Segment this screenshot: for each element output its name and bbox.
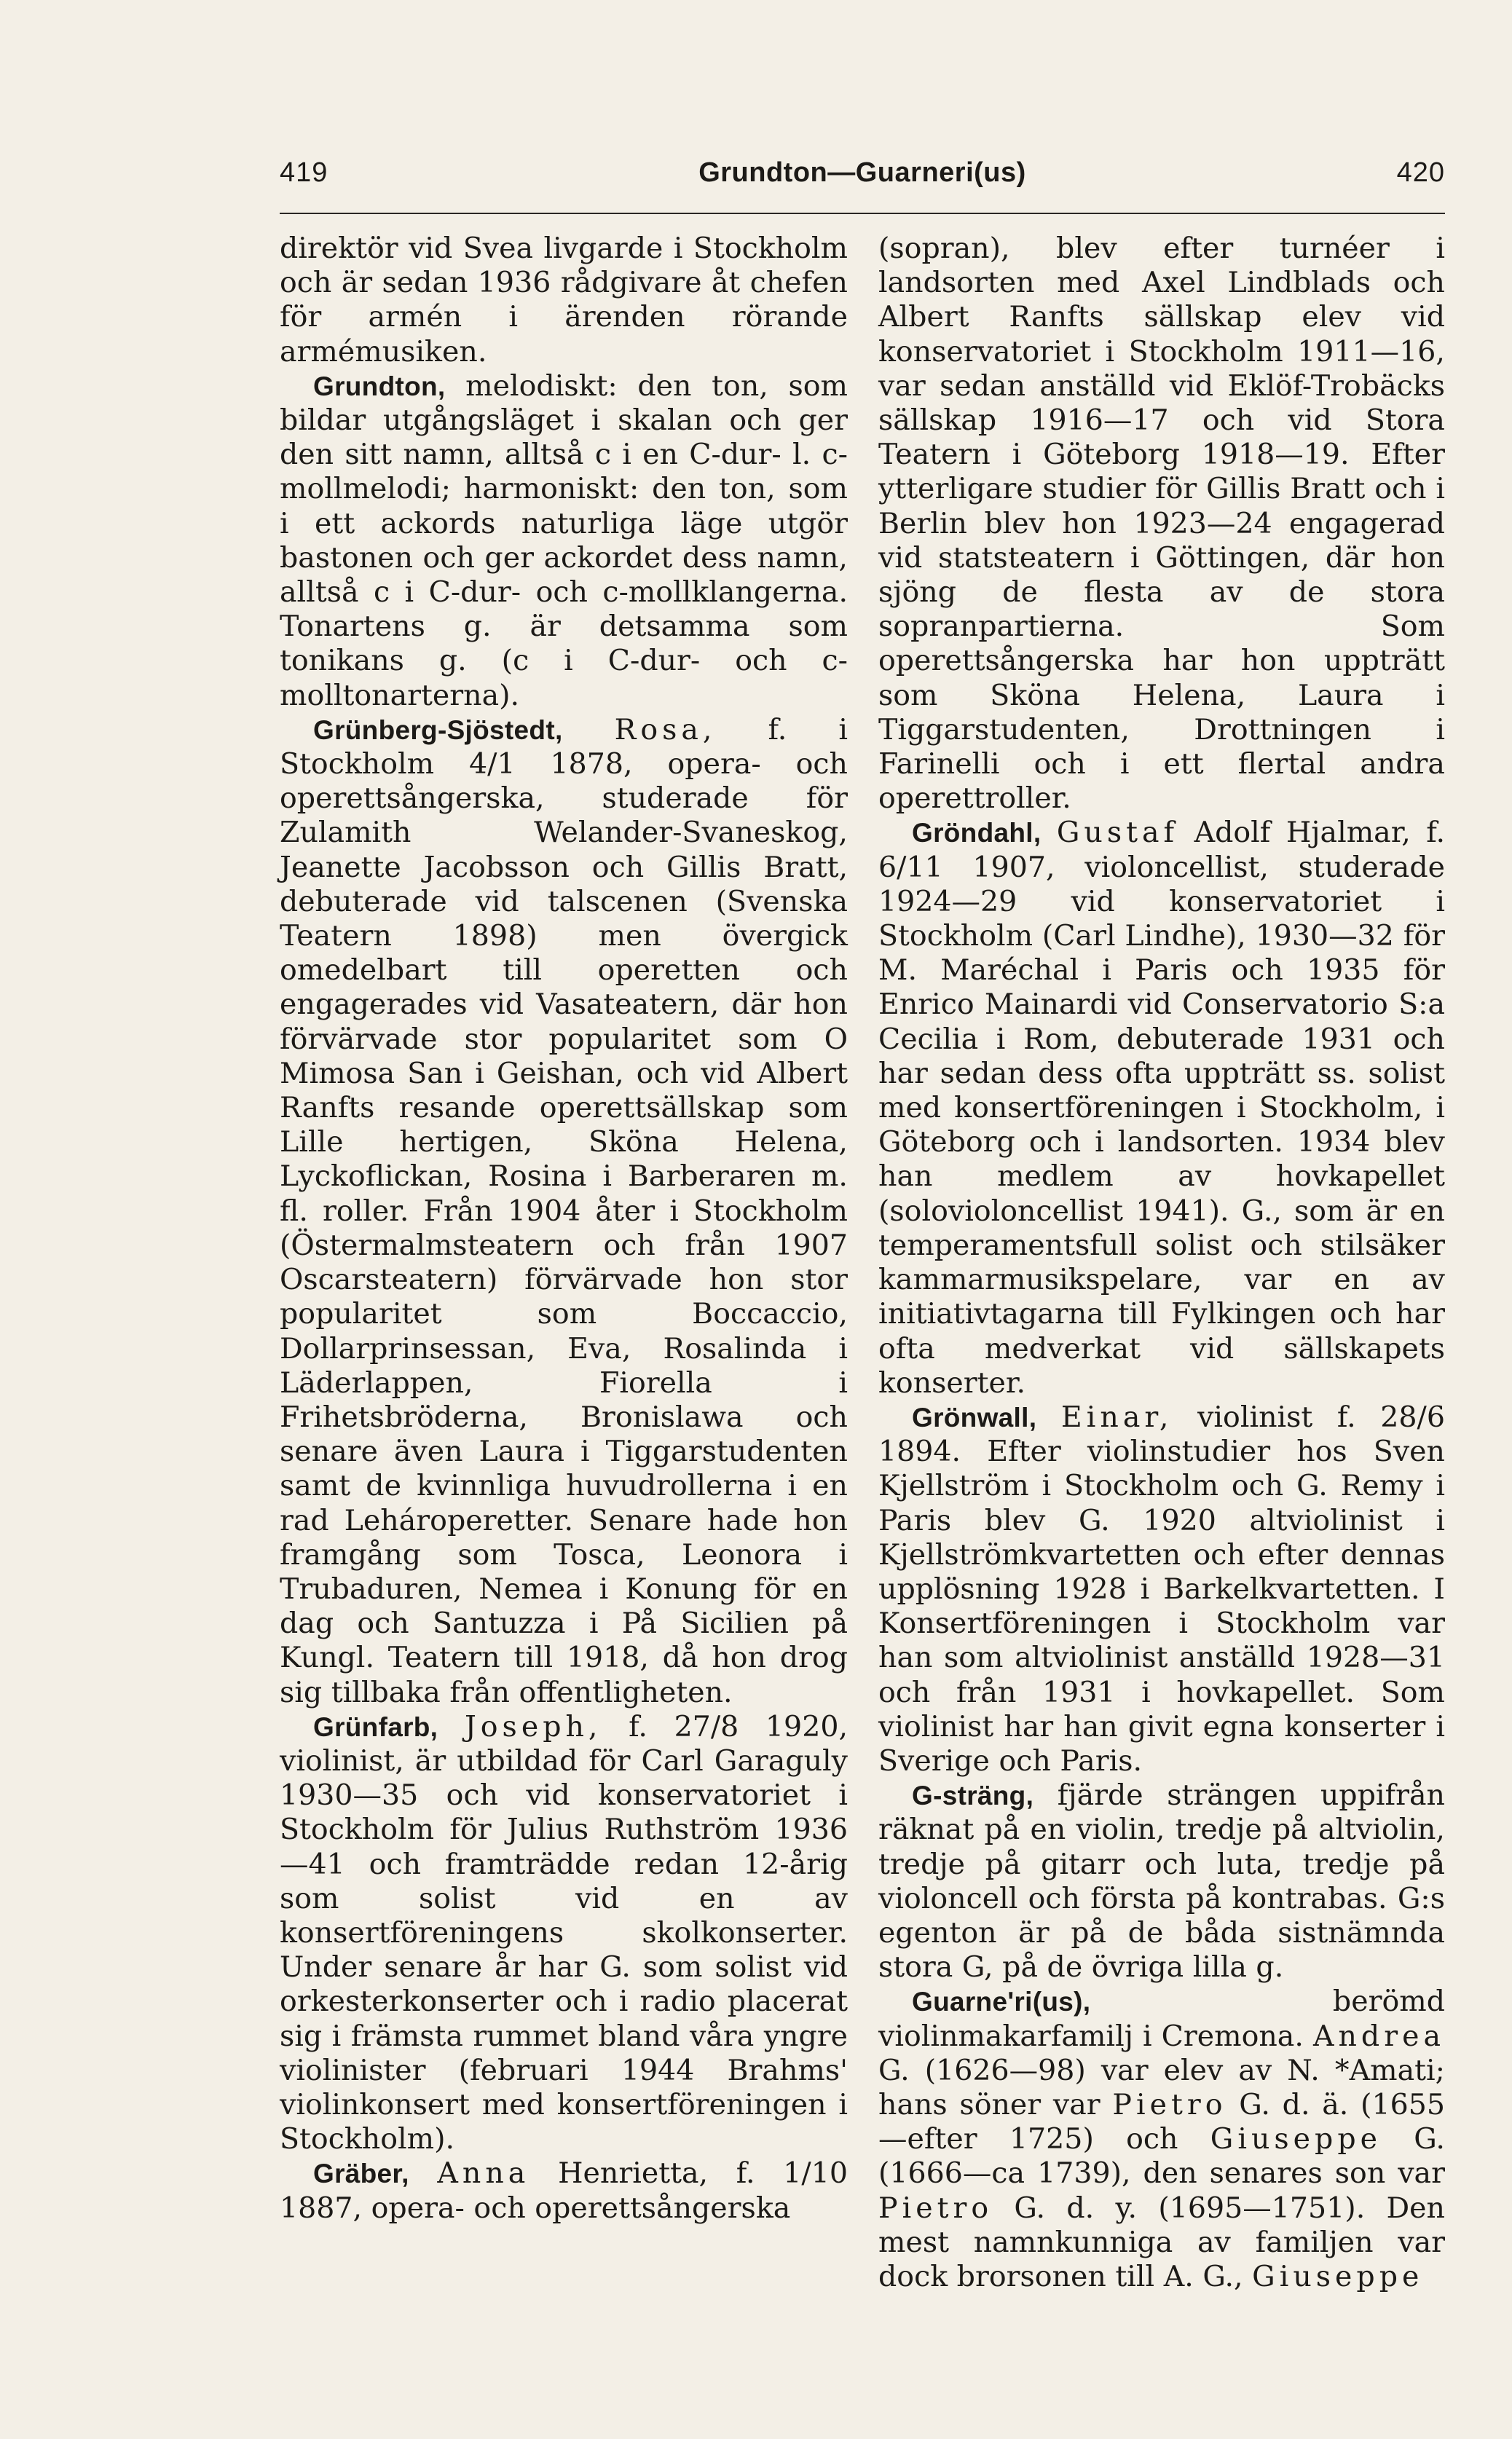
entry-text: berömd violinmakarfamilj i Cremona. xyxy=(878,1985,1445,2053)
entry-person-name: Giuseppe xyxy=(1210,2122,1382,2156)
entry-text: G. (1666—ca 1739), den senares son var xyxy=(878,2122,1445,2191)
page-header xyxy=(280,157,1445,208)
header-rule xyxy=(280,213,1445,214)
entry-text: violinist f. 28/6 1894. Efter violinstudier hos Sven Kjellström i Stockholm och G. Remy i Paris blev G. 1920 altviolinist i Kjellströmkvartetten och efter dennas upplösning 1928 i Barkelkvartetten. I Konsertföreningen i Stockholm var han som altviolinist anställd 1928—31 och från 1931 i hovkapellet. Som violinist har han givit egna konserter i Sverige och Paris. xyxy=(878,1400,1445,1778)
entry-headword: Grundton, xyxy=(313,371,446,401)
entry-headword: Grünfarb, xyxy=(313,1711,438,1742)
entry-headword: G-sträng, xyxy=(912,1781,1034,1811)
right-column xyxy=(878,232,1445,2294)
entry-text: f. i Stockholm 4/1 1878, opera- och operettsångerska, studerade för Zulamith Welander-Svaneskog, Jeanette Jacobsson och Gillis Bratt, debuterade vid talscenen (Svenska Teatern 1898) men övergick omedelbart till operetten och engagerades vid Vasateatern, där hon förvärvade stor popularitet som O Mimosa San i Geishan, och vid Albert Ranfts resande operettsällskap som Lille hertigen, Sköna Helena, Lyckoflickan, Rosina i Barberaren m. fl. roller. Från 1904 åter i Stockholm (Östermalmsteatern och från 1907 Oscarsteatern) förvärvade hon stor popularitet som Boccaccio, Dollarprinsessan, Eva, Rosalinda i Läderlappen, Fiorella i Frihetsbröderna, Bronislawa och senare även Laura i Tiggarstudenten samt de kvinnliga huvudrollerna i en rad Lehároperetter. Senare hade hon framgång som Tosca, Leonora i Trubaduren, Nemea i Konung för en dag och Santuzza i På Sicilien på Kungl. Teatern till 1918, då hon drog sig tillbaka från offentligheten. xyxy=(280,712,848,1709)
entry-headword: Gräber, xyxy=(313,2159,409,2189)
entry-headword: Grünberg-Sjöstedt, xyxy=(313,714,563,745)
entry-grondahl xyxy=(878,816,1445,1400)
entry-graber xyxy=(280,2156,848,2225)
entry-text: G. (1626—98) var elev av N. *Amati; hans söner var xyxy=(878,2053,1445,2121)
entry-person-name: Andrea xyxy=(1312,2019,1445,2053)
entry-grunberg-sjostedt xyxy=(280,713,848,1710)
entry-given-name: Einar, xyxy=(1060,1400,1173,1434)
entry-continuation xyxy=(878,232,1445,816)
entry-headword: Guarne'ri(us), xyxy=(912,1987,1091,2017)
entry-text: direktör vid Svea livgarde i Stockholm och är sedan 1936 rådgivare åt chefen för armén i ärenden rörande armémusiken. xyxy=(280,232,848,369)
entry-given-name: Gustaf xyxy=(1056,816,1179,850)
entry-guarneri xyxy=(878,1985,1445,2294)
entry-text: f. 27/8 1920, violinist, är utbildad för Carl Garaguly 1930—35 och vid konservatoriet i Stockholm för Julius Ruthström 1936—41 och framträdde redan 12-årig som solist vid en av konsertföreningens skolkonserter. Under senare år har G. som solist vid orkesterkonserter och i radio placerat sig i främsta rummet bland våra yngre violinister (februari 1944 Brahms' violinkonsert med konsertföreningen i Stockholm). xyxy=(280,1709,848,2156)
entry-grundton xyxy=(280,369,848,713)
entry-text: Henrietta, f. 1/10 1887, opera- och operettsångerska xyxy=(280,2156,848,2225)
entry-headword: Grönwall, xyxy=(912,1402,1037,1433)
page-number-right: 420 xyxy=(1396,157,1445,188)
entry-text: G. d. ä. (1655 —efter 1725) och xyxy=(878,2087,1445,2156)
entry-gronwall xyxy=(878,1400,1445,1778)
entry-text: Adolf Hjalmar, f. 6/11 1907, violoncellist, studerade 1924—29 vid konservatoriet i Stockholm (Carl Lindhe), 1930—32 för M. Maréchal i Paris och 1935 för Enrico Mainardi vid Conservatorio S:a Cecilia i Rom, debuterade 1931 och har sedan dess ofta uppträtt ss. solist med konsertföreningen i Stockholm, i Göteborg och i landsorten. 1934 blev han medlem av hovkapellet (solovioloncellist 1941). G., som är en temperamentsfull solist och stilsäker kammarmusikspelare, var en av initiativtagarna till Fylkingen och har ofta medverkat vid sällskapets konserter. xyxy=(878,816,1445,1400)
entry-text: fjärde strängen uppifrån räknat på en violin, tredje på altviolin, tredje på gitarr och luta, tredje på violoncell och första på kontrabas. G:s egenton är på de båda sistnämnda stora G, på de övriga lilla g. xyxy=(878,1778,1445,1985)
left-column xyxy=(280,232,848,2226)
entry-person-name: Pietro xyxy=(878,2191,993,2225)
entry-given-name: Anna xyxy=(437,2156,530,2191)
entry-person-name: Pietro xyxy=(1112,2087,1227,2121)
entry-g-strang xyxy=(878,1778,1445,1985)
running-title: Grundton—Guarneri(us) xyxy=(698,157,1026,188)
page-number-left: 419 xyxy=(280,157,328,188)
entry-person-name: Giuseppe xyxy=(1252,2259,1424,2293)
entry-continuation xyxy=(280,232,848,369)
entry-grunfarb xyxy=(280,1710,848,2157)
entry-given-name: Rosa, xyxy=(614,712,717,746)
entry-headword: Gröndahl, xyxy=(912,818,1042,848)
entry-text: melodiskt: den ton, som bildar utgångsläget i skalan och ger den sitt namn, alltså c i en C-dur- l. c-mollmelodi; harmoniskt: den ton, som i ett ackords naturliga läge utgör bastonen och ger ackordet dess namn, alltså c i C-dur- och c-mollklangerna. Tonartens g. är detsamma som tonikans g. (c i C-dur- och c-molltonarterna). xyxy=(280,369,848,712)
entry-text: G. d. y. (1695—1751). Den mest namnkunniga av familjen var dock brorsonen till A. G., xyxy=(878,2191,1445,2293)
entry-given-name: Joseph, xyxy=(464,1709,602,1743)
entry-text: (sopran), blev efter turnéer i landsorten med Axel Lindblads och Albert Ranfts sällskap elev vid konservatoriet i Stockholm 1911—16, var sedan anställd vid Eklöf-Trobäcks sällskap 1916—17 och vid Stora Teatern i Göteborg 1918—19. Efter ytterligare studier för Gillis Bratt och i Berlin blev hon 1923—24 engagerad vid statsteatern i Göttingen, där hon sjöng de flesta av de stora sopranpartierna. Som operettsångerska har hon uppträtt som Sköna Helena, Laura i Tiggarstudenten, Drottningen i Farinelli och i ett flertal andra operettroller. xyxy=(878,232,1445,816)
